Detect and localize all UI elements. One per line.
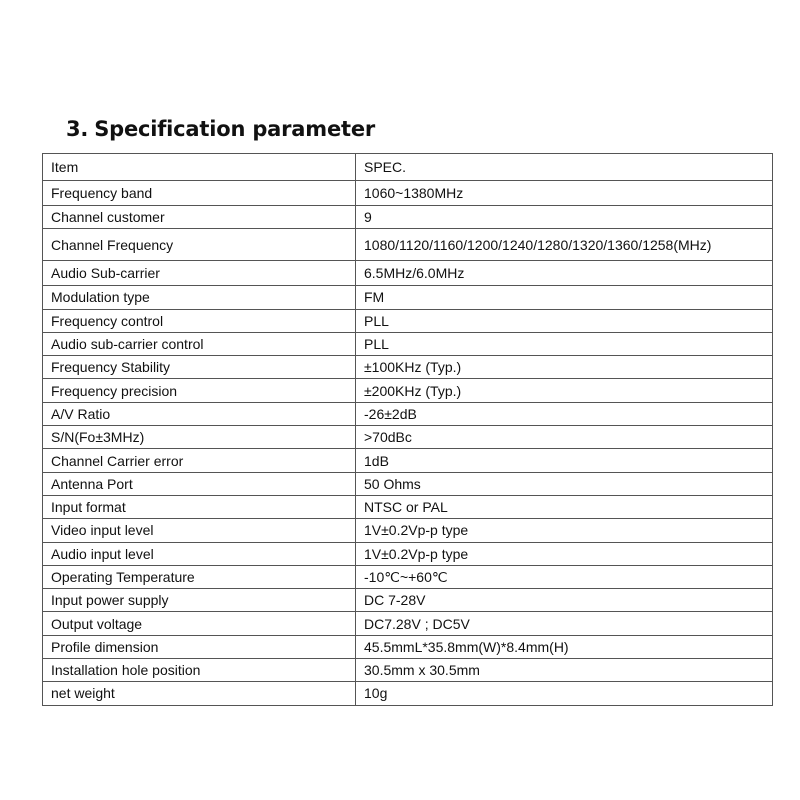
table-row [43, 332, 773, 355]
table-row [43, 565, 773, 588]
row-spec: FM [356, 286, 773, 309]
row-item: Frequency band [43, 181, 356, 206]
row-item: Operating Temperature [43, 565, 356, 588]
section-title: Specification parameter [94, 117, 376, 141]
row-item: Channel Carrier error [43, 449, 356, 472]
row-item: Output voltage [43, 612, 356, 635]
table-row [43, 589, 773, 612]
row-item: Antenna Port [43, 472, 356, 495]
spec-table [42, 153, 773, 706]
row-item: net weight [43, 682, 356, 705]
table-row [43, 682, 773, 705]
row-spec: 9 [356, 206, 773, 229]
row-item: Frequency precision [43, 379, 356, 402]
row-spec: DC7.28V ; DC5V [356, 612, 773, 635]
row-item: Channel customer [43, 206, 356, 229]
row-item: Audio sub-carrier control [43, 332, 356, 355]
row-spec: 1080/1120/1160/1200/1240/1280/1320/1360/1258(MHz) [356, 229, 773, 261]
row-spec: >70dBc [356, 426, 773, 449]
header-spec: SPEC. [356, 154, 773, 181]
row-item: Installation hole position [43, 659, 356, 682]
row-item: Input power supply [43, 589, 356, 612]
row-item: S/N(Fo±3MHz) [43, 426, 356, 449]
table-row [43, 206, 773, 229]
table-row [43, 612, 773, 635]
row-spec: 10g [356, 682, 773, 705]
table-row [43, 449, 773, 472]
row-spec: 1060~1380MHz [356, 181, 773, 206]
row-spec: 50 Ohms [356, 472, 773, 495]
row-item: Video input level [43, 519, 356, 542]
table-row [43, 309, 773, 332]
section-number: 3. [66, 117, 89, 141]
row-item: Channel Frequency [43, 229, 356, 261]
table-row [43, 542, 773, 565]
table-row [43, 181, 773, 206]
table-row [43, 472, 773, 495]
row-spec: ±200KHz (Typ.) [356, 379, 773, 402]
table-row [43, 495, 773, 518]
table-row [43, 379, 773, 402]
table-row [43, 356, 773, 379]
row-item: Frequency Stability [43, 356, 356, 379]
row-spec: 1V±0.2Vp-p type [356, 542, 773, 565]
row-spec: DC 7-28V [356, 589, 773, 612]
row-spec: 1V±0.2Vp-p type [356, 519, 773, 542]
row-spec: 45.5mmL*35.8mm(W)*8.4mm(H) [356, 635, 773, 658]
table-row [43, 402, 773, 425]
row-item: Audio Sub-carrier [43, 261, 356, 286]
table-row [43, 426, 773, 449]
row-spec: 30.5mm x 30.5mm [356, 659, 773, 682]
row-item: Input format [43, 495, 356, 518]
header-item: Item [43, 154, 356, 181]
row-spec: NTSC or PAL [356, 495, 773, 518]
row-item: Frequency control [43, 309, 356, 332]
table-row [43, 519, 773, 542]
row-spec: ±100KHz (Typ.) [356, 356, 773, 379]
row-item: Audio input level [43, 542, 356, 565]
row-spec: -26±2dB [356, 402, 773, 425]
table-row [43, 659, 773, 682]
row-spec: -10℃~+60℃ [356, 565, 773, 588]
row-spec: PLL [356, 332, 773, 355]
table-row [43, 286, 773, 309]
section-heading [66, 117, 375, 141]
table-header-row [43, 154, 773, 181]
table-row [43, 261, 773, 286]
table-row [43, 229, 773, 261]
row-item: Profile dimension [43, 635, 356, 658]
row-item: A/V Ratio [43, 402, 356, 425]
row-spec: PLL [356, 309, 773, 332]
row-item: Modulation type [43, 286, 356, 309]
table-row [43, 635, 773, 658]
row-spec: 1dB [356, 449, 773, 472]
row-spec: 6.5MHz/6.0MHz [356, 261, 773, 286]
